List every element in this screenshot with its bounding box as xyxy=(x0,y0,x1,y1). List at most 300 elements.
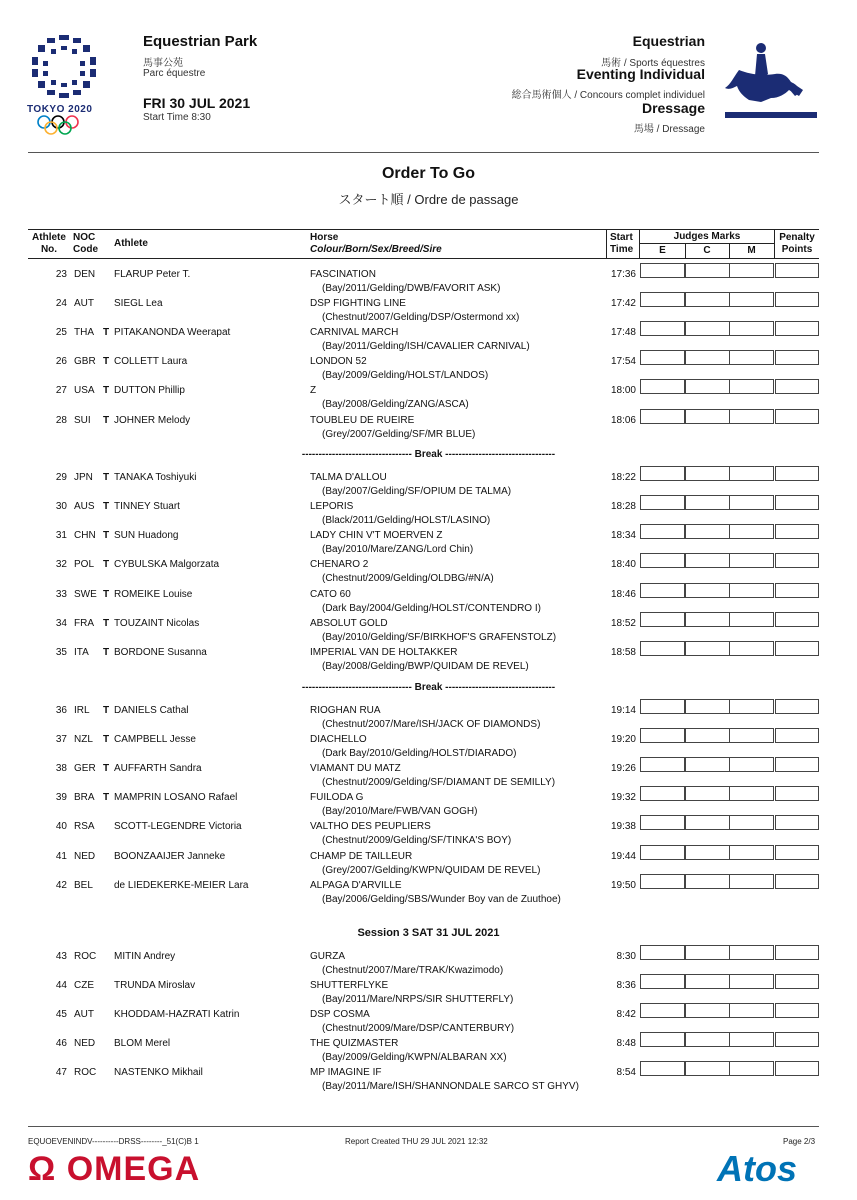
horse-name: LONDON 52 xyxy=(310,356,367,368)
horse-details: (Bay/2008/Gelding/ZANG/ASCA) xyxy=(322,399,469,411)
horse-details: (Chestnut/2009/Gelding/OLDBG/#N/A) xyxy=(322,573,494,585)
horse-name: DSP COSMA xyxy=(310,1009,370,1021)
judge-m-mark-box xyxy=(729,1032,774,1047)
break-separator: --------------------------------- Break --------------------------------- xyxy=(301,449,556,460)
judge-e-mark-box xyxy=(640,612,685,627)
athlete-number: 26 xyxy=(55,356,67,368)
phase-subtitle: 馬場 / Dressage xyxy=(633,124,705,135)
penalty-points-box xyxy=(775,321,819,336)
noc-code: ROC xyxy=(74,951,97,962)
judge-e-mark-box xyxy=(640,815,685,830)
horse-name: THE QUIZMASTER xyxy=(310,1038,399,1050)
horse-name: RIOGHAN RUA xyxy=(310,705,381,716)
noc-code: BRA xyxy=(74,792,95,804)
start-time-cell: 8:48 xyxy=(616,1038,636,1050)
event-date: FRI 30 JUL 2021 xyxy=(143,95,251,111)
athlete-number: 40 xyxy=(55,821,67,833)
penalty-points-box xyxy=(775,495,819,510)
judge-c-mark-box xyxy=(685,699,730,714)
page-subtitle: スタート順 / Ordre de passage xyxy=(338,192,519,207)
start-time-cell: 17:48 xyxy=(610,327,636,339)
start-time-cell: 18:34 xyxy=(610,530,636,542)
horse-name: DSP FIGHTING LINE xyxy=(310,298,406,310)
horse-details: (Grey/2007/Gelding/SF/MR BLUE) xyxy=(322,428,476,440)
athlete-name: BOONZAAIJER Janneke xyxy=(114,850,226,862)
noc-code: NED xyxy=(74,1038,96,1050)
break-label: Break xyxy=(414,682,443,693)
judge-e-mark-box xyxy=(640,699,685,714)
document-code: EQUOEVENINDV----------DRSS--------_51(C)B 1 xyxy=(28,1137,199,1146)
penalty-points-box xyxy=(775,728,819,743)
start-time-cell: 8:42 xyxy=(616,1009,636,1021)
team-flag: T xyxy=(103,646,110,658)
penalty-points-box xyxy=(775,1003,819,1018)
team-flag: T xyxy=(103,763,110,775)
penalty-points-box xyxy=(775,553,819,568)
horse-details: (Chestnut/2009/Mare/DSP/CANTERBURY) xyxy=(322,1023,515,1035)
atos-logo: Atos xyxy=(717,1148,797,1189)
judge-m-mark-box xyxy=(729,466,774,481)
judge-c-mark-box xyxy=(685,1003,730,1018)
noc-code: BEL xyxy=(74,879,93,891)
start-time-cell: 8:54 xyxy=(616,1067,636,1079)
horse-details: (Grey/2007/Gelding/KWPN/QUIDAM DE REVEL) xyxy=(322,864,541,876)
judge-c-mark-box xyxy=(685,757,730,772)
penalty-points-box xyxy=(775,524,819,539)
athlete-number: 43 xyxy=(55,951,67,962)
horse-details: (Chestnut/2007/Gelding/DSP/Ostermond xx) xyxy=(322,312,520,324)
judge-c-mark-box xyxy=(685,845,730,860)
penalty-points-box xyxy=(775,974,819,989)
start-time-cell: 18:52 xyxy=(610,617,636,629)
noc-code: NED xyxy=(74,850,96,862)
horse-details: (Bay/2010/Mare/ZANG/Lord Chin) xyxy=(322,544,474,556)
athlete-number: 24 xyxy=(55,298,67,310)
penalty-points-box xyxy=(775,466,819,481)
start-time-cell: 8:36 xyxy=(616,980,636,992)
athlete-name: PITAKANONDA Weerapat xyxy=(114,327,231,339)
judge-c-mark-box xyxy=(685,263,730,278)
penalty-points-box xyxy=(775,845,819,860)
athlete-name: COLLETT Laura xyxy=(114,356,188,368)
team-flag: T xyxy=(103,792,110,804)
horse-details: (Bay/2011/Mare/NRPS/SIR SHUTTERFLY) xyxy=(322,994,514,1006)
penalty-points-box xyxy=(775,263,819,278)
table-row xyxy=(0,879,857,908)
judge-m-mark-box xyxy=(729,263,774,278)
judge-m-mark-box xyxy=(729,786,774,801)
start-time-cell: 18:58 xyxy=(610,646,636,658)
noc-code: GBR xyxy=(74,356,96,368)
athlete-name: TINNEY Stuart xyxy=(114,501,180,513)
penalty-points-box xyxy=(775,409,819,424)
judge-c-mark-box xyxy=(685,945,730,960)
header-judges-marks: Judges Marks xyxy=(673,231,741,242)
venue-name-fr: Parc équestre xyxy=(143,68,206,79)
athlete-name: AUFFARTH Sandra xyxy=(114,763,202,775)
header-judge-e: E xyxy=(659,245,666,256)
noc-code: AUS xyxy=(74,501,95,513)
break-label: Break xyxy=(414,449,443,460)
horse-details: (Bay/2009/Gelding/KWPN/ALBARAN XX) xyxy=(322,1052,507,1064)
page-title: Order To Go xyxy=(381,165,476,182)
judge-m-mark-box xyxy=(729,524,774,539)
judge-e-mark-box xyxy=(640,786,685,801)
judge-e-mark-box xyxy=(640,728,685,743)
athlete-number: 42 xyxy=(55,879,67,891)
horse-name: MP IMAGINE IF xyxy=(310,1067,382,1079)
header-horse-details: Colour/Born/Sex/Breed/Sire xyxy=(310,244,442,255)
horse-details: (Chestnut/2009/Gelding/SF/DIAMANT DE SEMILLY) xyxy=(322,777,556,789)
judge-c-mark-box xyxy=(685,1032,730,1047)
athlete-number: 31 xyxy=(55,530,67,542)
judge-c-mark-box xyxy=(685,350,730,365)
athlete-name: SUN Huadong xyxy=(114,530,179,542)
judge-m-mark-box xyxy=(729,641,774,656)
session-heading: Session 3 SAT 31 JUL 2021 xyxy=(357,927,500,939)
judge-e-mark-box xyxy=(640,292,685,307)
judge-m-mark-box xyxy=(729,728,774,743)
horse-details: (Chestnut/2007/Mare/ISH/JACK OF DIAMONDS) xyxy=(322,719,541,730)
judge-c-mark-box xyxy=(685,815,730,830)
horse-details: (Bay/2011/Gelding/ISH/CAVALIER CARNIVAL) xyxy=(322,341,530,353)
start-time-cell: 18:46 xyxy=(610,588,636,600)
athlete-number: 29 xyxy=(55,472,67,483)
noc-code: FRA xyxy=(74,617,94,629)
team-flag: T xyxy=(103,385,110,397)
horse-details: (Chestnut/2007/Mare/TRAK/Kwazimodo) xyxy=(322,965,504,976)
header-divider xyxy=(28,152,819,153)
horse-name: TOUBLEU DE RUEIRE xyxy=(310,414,415,426)
athlete-name: JOHNER Melody xyxy=(114,414,191,426)
team-flag: T xyxy=(103,327,110,339)
athlete-name: KHODDAM-HAZRATI Katrin xyxy=(114,1009,240,1021)
horse-details: (Dark Bay/2004/Gelding/HOLST/CONTENDRO I) xyxy=(322,602,541,614)
athlete-name: TANAKA Toshiyuki xyxy=(114,472,197,483)
team-flag: T xyxy=(103,734,110,746)
athlete-number: 41 xyxy=(55,850,67,862)
judge-m-mark-box xyxy=(729,292,774,307)
horse-name: DIACHELLO xyxy=(310,734,367,746)
judge-e-mark-box xyxy=(640,1032,685,1047)
penalty-points-box xyxy=(775,292,819,307)
table-row xyxy=(0,1066,857,1095)
judge-e-mark-box xyxy=(640,757,685,772)
noc-code: JPN xyxy=(74,472,93,483)
start-time: Start Time 8:30 xyxy=(143,112,211,123)
judge-e-mark-box xyxy=(640,1003,685,1018)
horse-name: VALTHO DES PEUPLIERS xyxy=(310,821,431,833)
noc-code: IRL xyxy=(74,705,90,716)
start-time-cell: 19:38 xyxy=(610,821,636,833)
team-flag: T xyxy=(103,588,110,600)
judge-e-mark-box xyxy=(640,583,685,598)
judge-m-mark-box xyxy=(729,974,774,989)
team-flag: T xyxy=(103,559,110,571)
start-time-cell: 18:00 xyxy=(610,385,636,397)
judge-c-mark-box xyxy=(685,466,730,481)
start-time-cell: 8:30 xyxy=(616,951,636,962)
athlete-number: 35 xyxy=(55,646,67,658)
report-created: Report Created THU 29 JUL 2021 12:32 xyxy=(345,1137,488,1146)
horse-name: ABSOLUT GOLD xyxy=(310,617,388,629)
tokyo-checkered-ring-icon xyxy=(27,33,101,99)
noc-code: CHN xyxy=(74,530,96,542)
start-time-cell: 18:06 xyxy=(610,414,636,426)
start-time-cell: 18:28 xyxy=(610,501,636,513)
athlete-number: 45 xyxy=(55,1009,67,1021)
athlete-name: CYBULSKA Malgorzata xyxy=(114,559,220,571)
team-flag: T xyxy=(103,530,110,542)
judge-m-mark-box xyxy=(729,321,774,336)
judge-e-mark-box xyxy=(640,466,685,481)
header-col-divider xyxy=(640,243,774,244)
judge-c-mark-box xyxy=(685,553,730,568)
judge-c-mark-box xyxy=(685,641,730,656)
penalty-points-box xyxy=(775,1061,819,1076)
athlete-name: CAMPBELL Jesse xyxy=(114,734,196,746)
horse-name: CHAMP DE TAILLEUR xyxy=(310,850,413,862)
athlete-name: SCOTT-LEGENDRE Victoria xyxy=(114,821,242,833)
athlete-number: 37 xyxy=(55,734,67,746)
noc-code: CZE xyxy=(74,980,94,992)
noc-code: NZL xyxy=(74,734,93,746)
athlete-name: DUTTON Phillip xyxy=(114,385,185,397)
judge-m-mark-box xyxy=(729,757,774,772)
horse-name: FUILODA G xyxy=(310,792,364,804)
judge-c-mark-box xyxy=(685,612,730,627)
athlete-name: NASTENKO Mikhail xyxy=(114,1067,203,1079)
judge-m-mark-box xyxy=(729,350,774,365)
omega-symbol-icon: Ω xyxy=(28,1150,67,1188)
judge-c-mark-box xyxy=(685,728,730,743)
horse-name: ALPAGA D'ARVILLE xyxy=(310,879,402,891)
judge-m-mark-box xyxy=(729,699,774,714)
judge-m-mark-box xyxy=(729,495,774,510)
phase-name: Dressage xyxy=(641,100,705,116)
judge-e-mark-box xyxy=(640,524,685,539)
horse-details: (Bay/2007/Gelding/SF/OPIUM DE TALMA) xyxy=(322,486,512,497)
footer-divider xyxy=(28,1126,819,1127)
horse-name: CARNIVAL MARCH xyxy=(310,327,399,339)
judge-c-mark-box xyxy=(685,409,730,424)
horse-name: LADY CHIN V'T MOERVEN Z xyxy=(310,530,443,542)
horse-details: (Bay/2010/Gelding/SF/BIRKHOF'S GRAFENSTOLZ) xyxy=(322,631,557,643)
athlete-number: 23 xyxy=(55,269,67,280)
athlete-number: 28 xyxy=(55,414,67,426)
athlete-number: 38 xyxy=(55,763,67,775)
judge-c-mark-box xyxy=(685,786,730,801)
horse-name: GURZA xyxy=(310,951,345,962)
athlete-number: 32 xyxy=(55,559,67,571)
header-judge-c: C xyxy=(703,245,711,256)
judge-c-mark-box xyxy=(685,583,730,598)
header-start-time: Start Time xyxy=(610,232,634,255)
penalty-points-box xyxy=(775,641,819,656)
noc-code: DEN xyxy=(74,269,96,280)
athlete-number: 46 xyxy=(55,1038,67,1050)
judge-e-mark-box xyxy=(640,1061,685,1076)
athlete-number: 25 xyxy=(55,327,67,339)
start-time-cell: 19:14 xyxy=(610,705,636,716)
olympic-rings-icon xyxy=(36,115,92,137)
tokyo-2020-label: TOKYO 2020 xyxy=(27,104,93,115)
horse-details: (Bay/2006/Gelding/SBS/Wunder Boy van de Zuuthoe) xyxy=(322,893,561,905)
judge-e-mark-box xyxy=(640,845,685,860)
page-number: Page 2/3 xyxy=(783,1137,816,1146)
header-col-divider xyxy=(774,229,775,258)
team-flag: T xyxy=(103,705,110,716)
penalty-points-box xyxy=(775,757,819,772)
judge-e-mark-box xyxy=(640,553,685,568)
start-time-cell: 18:40 xyxy=(610,559,636,571)
event-name: Eventing Individual xyxy=(576,66,705,82)
penalty-points-box xyxy=(775,815,819,830)
table-row xyxy=(0,414,857,443)
judge-m-mark-box xyxy=(729,612,774,627)
judge-c-mark-box xyxy=(685,874,730,889)
venue-name: Equestrian Park xyxy=(143,33,258,50)
noc-code: SUI xyxy=(74,414,91,426)
judge-c-mark-box xyxy=(685,974,730,989)
athlete-number: 39 xyxy=(55,792,67,804)
athlete-number: 27 xyxy=(55,385,67,397)
judge-m-mark-box xyxy=(729,409,774,424)
table-row xyxy=(0,646,857,675)
horse-details: (Black/2011/Gelding/HOLST/LASINO) xyxy=(322,515,491,527)
penalty-points-box xyxy=(775,874,819,889)
athlete-number: 34 xyxy=(55,617,67,629)
horse-details: (Bay/2009/Gelding/HOLST/LANDOS) xyxy=(322,370,489,382)
noc-code: ROC xyxy=(74,1067,97,1079)
judge-c-mark-box xyxy=(685,321,730,336)
sport-subtitle: 馬術 / Sports équestres xyxy=(601,58,705,69)
start-time-cell: 17:54 xyxy=(610,356,636,368)
penalty-points-box xyxy=(775,786,819,801)
penalty-points-box xyxy=(775,612,819,627)
judge-e-mark-box xyxy=(640,641,685,656)
penalty-points-box xyxy=(775,350,819,365)
athlete-name: TOUZAINT Nicolas xyxy=(114,617,200,629)
athlete-number: 30 xyxy=(55,501,67,513)
judge-m-mark-box xyxy=(729,1061,774,1076)
team-flag: T xyxy=(103,617,110,629)
judge-m-mark-box xyxy=(729,1003,774,1018)
noc-code: AUT xyxy=(74,298,94,310)
athlete-name: DANIELS Cathal xyxy=(114,705,189,716)
sport-name: Equestrian xyxy=(632,33,705,49)
header-athlete: Athlete xyxy=(114,238,148,249)
noc-code: THA xyxy=(74,327,94,339)
judge-m-mark-box xyxy=(729,945,774,960)
judge-c-mark-box xyxy=(685,1061,730,1076)
header-judge-m: M xyxy=(747,245,756,256)
athlete-number: 33 xyxy=(55,588,67,600)
equestrian-pictogram-icon xyxy=(721,40,817,120)
team-flag: T xyxy=(103,472,110,483)
horse-name: LEPORIS xyxy=(310,501,354,513)
horse-name: SHUTTERFLYKE xyxy=(310,980,389,992)
noc-code: SWE xyxy=(74,588,97,600)
athlete-name: FLARUP Peter T. xyxy=(114,269,191,280)
venue-name-ja: 馬事公苑 xyxy=(143,58,183,69)
judge-e-mark-box xyxy=(640,350,685,365)
horse-name: VIAMANT DU MATZ xyxy=(310,763,401,775)
header-athlete-no: Athlete No. xyxy=(32,232,66,255)
horse-name: FASCINATION xyxy=(310,269,376,280)
header-horse: Horse xyxy=(310,232,339,243)
athlete-name: de LIEDEKERKE-MEIER Lara xyxy=(114,879,249,891)
penalty-points-box xyxy=(775,379,819,394)
judge-m-mark-box xyxy=(729,379,774,394)
judge-m-mark-box xyxy=(729,583,774,598)
judge-e-mark-box xyxy=(640,874,685,889)
start-time-cell: 19:32 xyxy=(610,792,636,804)
judge-e-mark-box xyxy=(640,379,685,394)
horse-name: CHENARO 2 xyxy=(310,559,369,571)
judge-m-mark-box xyxy=(729,845,774,860)
judge-e-mark-box xyxy=(640,409,685,424)
break-separator: --------------------------------- Break --------------------------------- xyxy=(301,682,556,693)
horse-name: IMPERIAL VAN DE HOLTAKKER xyxy=(310,646,458,658)
penalty-points-box xyxy=(775,1032,819,1047)
penalty-points-box xyxy=(775,699,819,714)
judge-m-mark-box xyxy=(729,815,774,830)
athlete-number: 36 xyxy=(55,705,67,716)
athlete-number: 47 xyxy=(55,1067,67,1079)
horse-name: TALMA D'ALLOU xyxy=(310,472,387,483)
noc-code: RSA xyxy=(74,821,95,833)
horse-name: Z xyxy=(310,385,317,397)
header-col-divider xyxy=(606,229,607,258)
team-flag: T xyxy=(103,356,110,368)
judge-e-mark-box xyxy=(640,321,685,336)
athlete-name: MITIN Andrey xyxy=(114,951,176,962)
athlete-name: TRUNDA Miroslav xyxy=(114,980,196,992)
start-time-cell: 19:44 xyxy=(610,850,636,862)
team-flag: T xyxy=(103,414,110,426)
judge-c-mark-box xyxy=(685,524,730,539)
team-flag: T xyxy=(103,501,110,513)
judge-e-mark-box xyxy=(640,495,685,510)
athlete-number: 44 xyxy=(55,980,67,992)
start-time-cell: 18:22 xyxy=(610,472,636,483)
judge-c-mark-box xyxy=(685,379,730,394)
judge-c-mark-box xyxy=(685,292,730,307)
judge-m-mark-box xyxy=(729,553,774,568)
noc-code: AUT xyxy=(74,1009,94,1021)
athlete-name: BORDONE Susanna xyxy=(114,646,207,658)
noc-code: USA xyxy=(74,385,95,397)
horse-details: (Bay/2010/Mare/FWB/VAN GOGH) xyxy=(322,806,478,818)
start-time-cell: 19:50 xyxy=(610,879,636,891)
penalty-points-box xyxy=(775,945,819,960)
noc-code: GER xyxy=(74,763,96,775)
tokyo-2020-emblem xyxy=(27,33,101,138)
header-penalty-points: Penalty Points xyxy=(779,232,815,255)
athlete-name: MAMPRIN LOSANO Rafael xyxy=(114,792,238,804)
horse-details: (Bay/2011/Gelding/DWB/FAVORIT ASK) xyxy=(322,283,501,294)
start-time-cell: 19:20 xyxy=(610,734,636,746)
athlete-name: SIEGL Lea xyxy=(114,298,163,310)
noc-code: ITA xyxy=(74,646,89,658)
horse-details: (Bay/2011/Mare/ISH/SHANNONDALE SARCO ST GHYV) xyxy=(322,1081,579,1093)
event-subtitle: 総合馬術個人 / Concours complet individuel xyxy=(511,90,705,101)
judge-c-mark-box xyxy=(685,495,730,510)
athlete-name: ROMEIKE Louise xyxy=(114,588,193,600)
penalty-points-box xyxy=(775,583,819,598)
horse-details: (Chestnut/2009/Gelding/SF/TINKA'S BOY) xyxy=(322,835,512,847)
